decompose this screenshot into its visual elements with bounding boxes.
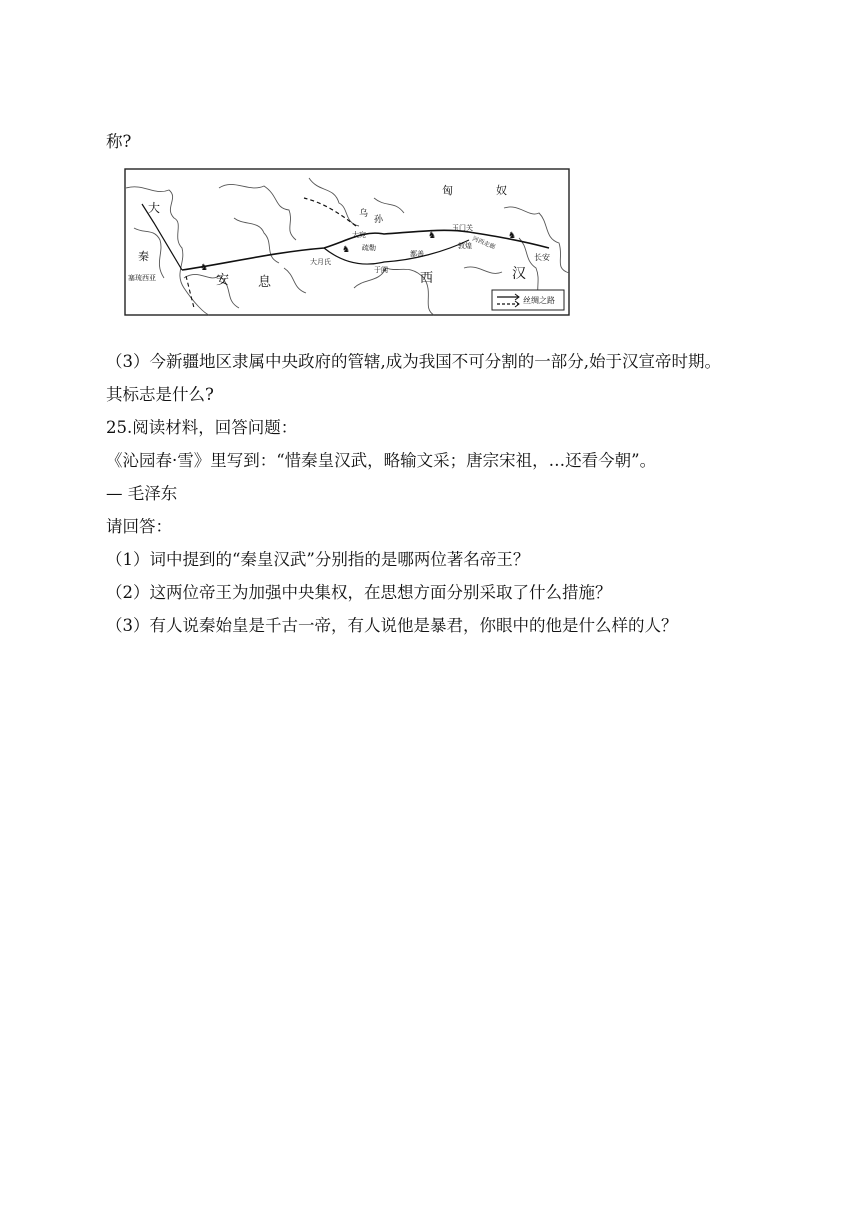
camel-icon: ♞	[342, 245, 351, 255]
map-label-hexi: 河西走廊	[471, 235, 497, 251]
map-label-qin: 秦	[138, 250, 149, 263]
question-24-3-line-1: （3）今新疆地区隶属中央政府的管辖,成为我国不可分割的一部分,始于汉宣帝时期。	[106, 352, 721, 371]
map-label-changan: 长安	[534, 253, 550, 262]
map-label-xiongnu-2: 奴	[496, 184, 507, 197]
silk-road-map	[124, 168, 570, 316]
camel-icon: ♞	[508, 231, 517, 241]
map-label-yumenguan: 玉门关	[452, 224, 473, 232]
map-label-han: 汉	[512, 266, 526, 282]
map-label-xiyu: 西	[420, 271, 434, 286]
question-24-3-line-2: 其标志是什么?	[106, 385, 214, 404]
map-label-da: 大	[148, 201, 161, 215]
question-25-1: （1）词中提到的“秦皇汉武”分别指的是哪两位著名帝王？	[106, 550, 530, 569]
camel-icon: ♞	[200, 263, 209, 273]
answer-prompt: 请回答：	[106, 517, 172, 536]
map-label-xi: 息	[258, 275, 272, 290]
map-label-dunhuang: 敦煌	[458, 242, 472, 250]
map-label-shule: 疏勒	[362, 244, 376, 252]
map-label-an: 安	[216, 273, 230, 288]
quote-author: — 毛泽东	[106, 484, 178, 503]
text-line-prev: 称?	[106, 132, 132, 151]
map-label-dayuezhi: 大月氏	[310, 258, 331, 266]
map-label-yutian: 于阗	[374, 266, 388, 274]
map-label-seleucia: 塞琉西亚	[128, 274, 156, 282]
map-legend-label: 丝绸之路	[523, 296, 555, 305]
map-legend	[492, 290, 564, 310]
map-label-shanshan: 鄯善	[410, 250, 424, 258]
question-25-heading: 25.阅读材料，回答问题：	[106, 418, 298, 437]
camel-icon: ♞	[428, 231, 437, 241]
map-label-wusun-1: 乌	[359, 209, 369, 219]
question-25-3: （3）有人说秦始皇是千古一帝，有人说他是暴君，你眼中的他是什么样的人？	[106, 616, 678, 635]
poem-quote: 《沁园春·雪》里写到：“惜秦皇汉武，略输文采；唐宗宋祖，…还看今朝”。	[106, 451, 657, 470]
question-25-2: （2）这两位帝王为加强中央集权，在思想方面分别采取了什么措施？	[106, 583, 612, 602]
map-label-dayuan: 大宛	[352, 231, 366, 239]
map-label-xiongnu-1: 匈	[442, 184, 453, 197]
map-label-wusun-2: 孙	[374, 215, 384, 225]
